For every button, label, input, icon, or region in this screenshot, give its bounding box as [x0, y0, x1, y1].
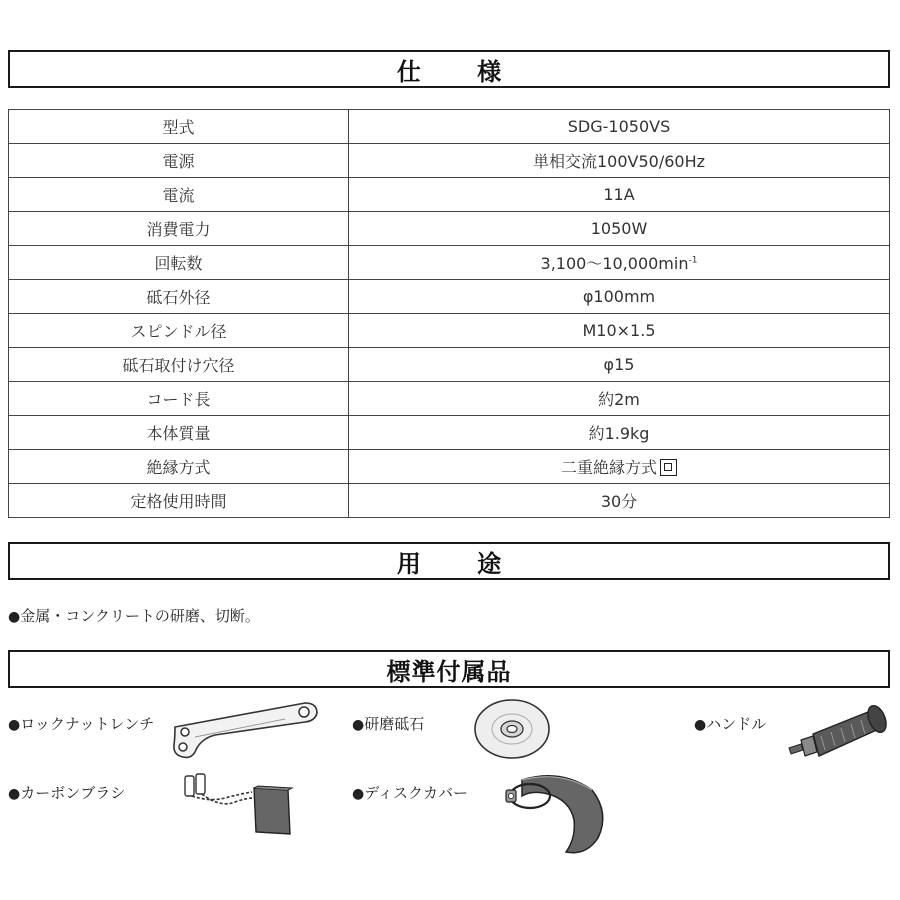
spec-value: SDG-1050VS	[349, 110, 890, 144]
spec-value: 約1.9kg	[349, 416, 890, 450]
disc-guard-icon	[500, 768, 610, 858]
spec-value: 11A	[349, 178, 890, 212]
table-row	[9, 450, 890, 484]
accessory-item	[8, 782, 125, 803]
accessories-section-title: 標準付属品	[8, 650, 890, 688]
spec-label: 消費電力	[9, 212, 349, 246]
double-insulation-icon	[660, 459, 677, 476]
accessory-label: ロックナットレンチ	[20, 715, 155, 733]
spec-value: 単相交流100V50/60Hz	[349, 144, 890, 178]
spec-section-title: 仕 様	[8, 50, 890, 88]
table-row	[9, 348, 890, 382]
spec-value	[349, 246, 890, 280]
spec-value: φ100mm	[349, 280, 890, 314]
grinding-disc-icon	[472, 698, 552, 760]
spec-value: M10×1.5	[349, 314, 890, 348]
spec-value: 約2m	[349, 382, 890, 416]
spec-value: φ15	[349, 348, 890, 382]
table-row	[9, 246, 890, 280]
lock-nut-wrench-icon	[165, 697, 320, 762]
accessory-label: ハンドル	[706, 715, 767, 733]
accessory-item	[694, 713, 766, 734]
table-row	[9, 178, 890, 212]
rpm-unit-exponent: -1	[688, 255, 698, 266]
table-row	[9, 382, 890, 416]
spec-value	[349, 450, 890, 484]
carbon-brush-icon	[180, 768, 295, 838]
bullet-icon: ●	[694, 717, 707, 733]
table-row	[9, 484, 890, 518]
accessory-item	[8, 713, 154, 734]
spec-label: 砥石外径	[9, 280, 349, 314]
accessory-item	[352, 713, 424, 734]
usage-section-title: 用 途	[8, 542, 890, 580]
table-row	[9, 110, 890, 144]
table-row	[9, 314, 890, 348]
accessory-label: 研磨砥石	[364, 715, 425, 733]
usage-text-line	[8, 605, 260, 626]
spec-label: コード長	[9, 382, 349, 416]
spec-label: 砥石取付け穴径	[9, 348, 349, 382]
side-handle-icon	[785, 700, 890, 772]
bullet-icon: ●	[352, 786, 365, 802]
bullet-icon: ●	[352, 717, 365, 733]
spec-label: 型式	[9, 110, 349, 144]
table-row	[9, 416, 890, 450]
spec-value: 30分	[349, 484, 890, 518]
spec-label: 電源	[9, 144, 349, 178]
spec-value: 1050W	[349, 212, 890, 246]
usage-text: 金属・コンクリートの研磨、切断。	[20, 607, 260, 625]
spec-label: 電流	[9, 178, 349, 212]
accessory-item	[352, 782, 468, 803]
spec-label: 定格使用時間	[9, 484, 349, 518]
bullet-icon: ●	[8, 717, 21, 733]
rpm-value-text: 3,100〜10,000min	[540, 254, 689, 273]
spec-label: 本体質量	[9, 416, 349, 450]
table-row	[9, 144, 890, 178]
table-row	[9, 212, 890, 246]
spec-label: 回転数	[9, 246, 349, 280]
bullet-icon: ●	[8, 609, 21, 625]
spec-label: スピンドル径	[9, 314, 349, 348]
spec-table	[8, 109, 890, 518]
spec-label: 絶縁方式	[9, 450, 349, 484]
bullet-icon: ●	[8, 786, 21, 802]
accessory-label: ディスクカバー	[364, 784, 469, 802]
accessory-label: カーボンブラシ	[20, 784, 126, 802]
insulation-value-text: 二重絶縁方式	[560, 458, 657, 477]
table-row	[9, 280, 890, 314]
